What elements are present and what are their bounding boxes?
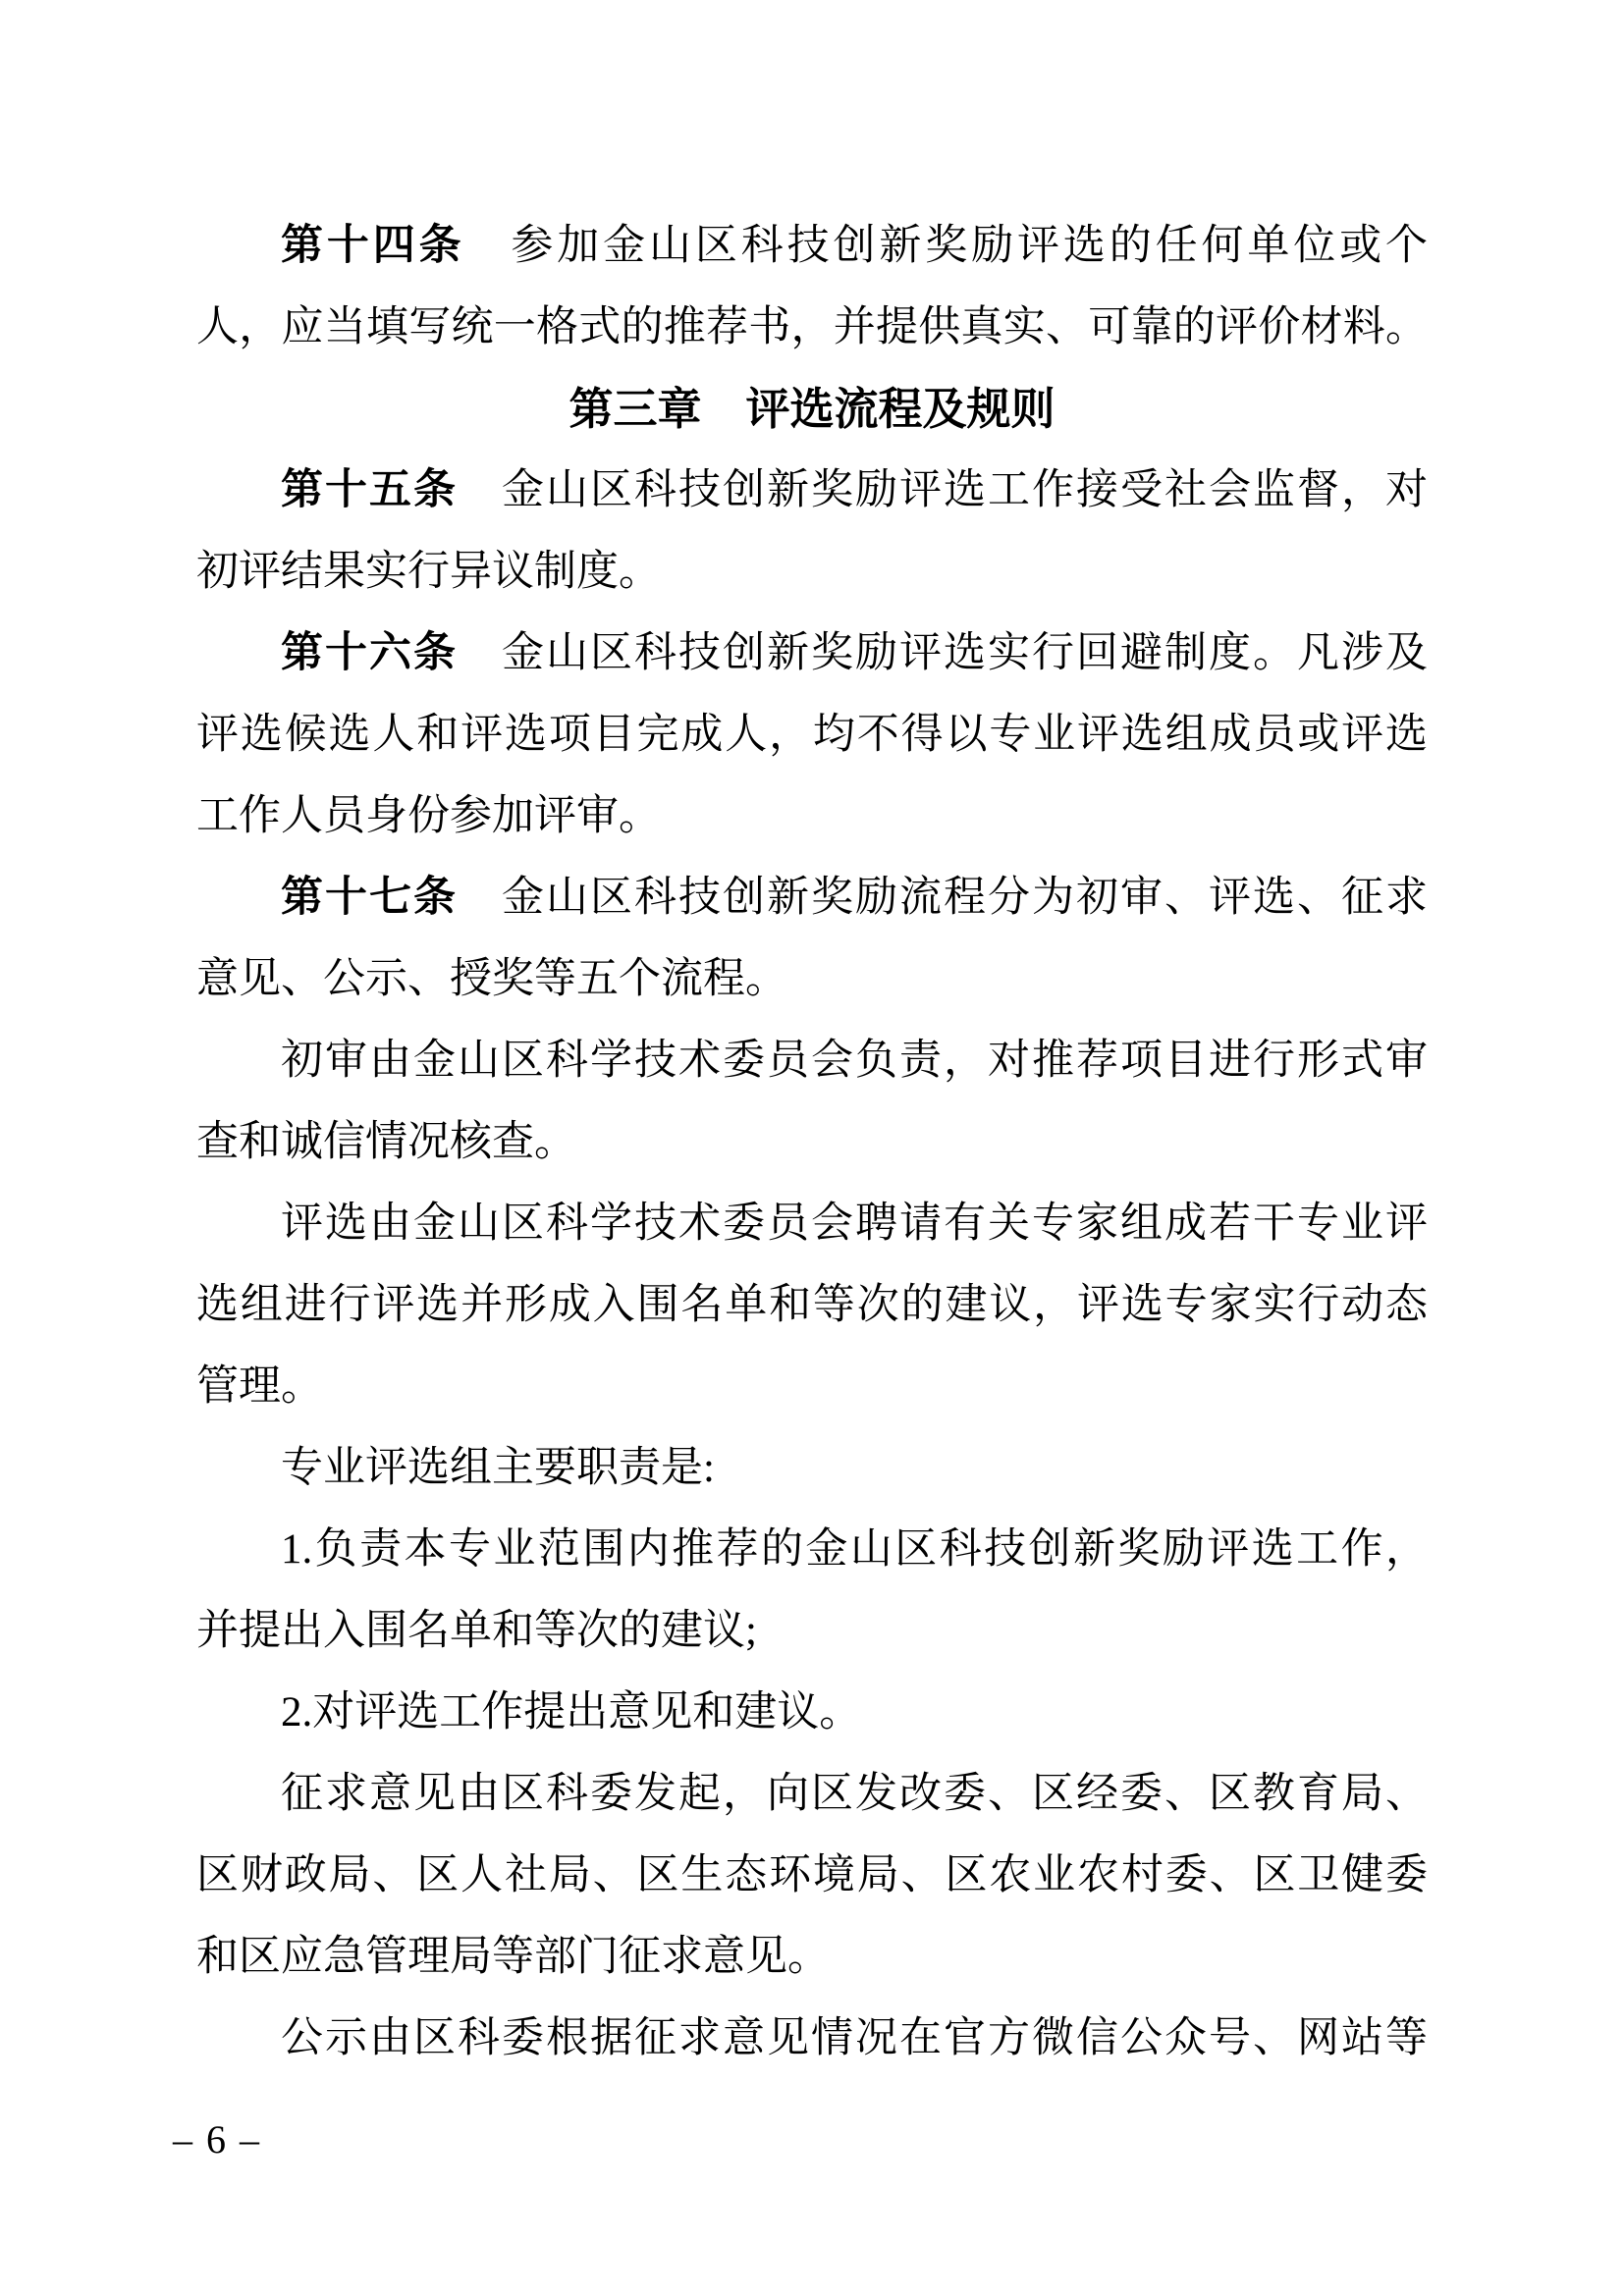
article-number-label: 第十五条 bbox=[281, 466, 458, 513]
text-line: 2.对评选工作提出意见和建议。 bbox=[281, 1689, 862, 1735]
text-line: 公示由区科委根据征求意见情况在官方微信公众号、网站等 bbox=[281, 2015, 1428, 2061]
text-line: 初审由金山区科学技术委员会负责，对推荐项目进行形式审 bbox=[281, 1038, 1428, 1084]
text-line: 人，应当填写统一格式的推荐书，并提供真实、可靠的评价材料。 bbox=[196, 304, 1428, 350]
chapter-heading: 第三章 评选流程及规则 bbox=[568, 384, 1056, 434]
text-line: 初评结果实行异议制度。 bbox=[196, 549, 661, 595]
article-number-label: 第十四条 bbox=[281, 222, 465, 269]
article-first-line: 第十四条 参加金山区科技创新奖励评选的任何单位或个 bbox=[281, 222, 1428, 269]
text-line: 和区应急管理局等部门征求意见。 bbox=[196, 1934, 830, 1980]
text-line: 1.负责本专业范围内推荐的金山区科技创新奖励评选工作， bbox=[281, 1526, 1428, 1573]
text-line: 评选候选人和评选项目完成人，均不得以专业评选组成员或评选 bbox=[196, 712, 1428, 758]
text-line: 专业评选组主要职责是: bbox=[281, 1445, 715, 1491]
article-number-label: 第十七条 bbox=[281, 874, 458, 921]
document-body bbox=[196, 205, 1428, 2079]
text-line: 管理。 bbox=[196, 1363, 323, 1410]
article-first-line: 第十五条 金山区科技创新奖励评选工作接受社会监督，对 bbox=[281, 466, 1428, 513]
text-line: 选组进行评选并形成入围名单和等次的建议，评选专家实行动态 bbox=[196, 1282, 1428, 1328]
page-number: – 6 – bbox=[173, 2117, 261, 2162]
text-line: 并提出入围名单和等次的建议; bbox=[196, 1608, 757, 1654]
text-line: 意见、公示、授奖等五个流程。 bbox=[196, 956, 787, 1002]
text-line: 工作人员身份参加评审。 bbox=[196, 793, 661, 839]
text-line: 评选由金山区科学技术委员会聘请有关专家组成若干专业评 bbox=[281, 1201, 1428, 1247]
article-first-line: 第十七条 金山区科技创新奖励流程分为初审、评选、征求 bbox=[281, 874, 1428, 921]
text-line: 查和诚信情况核查。 bbox=[196, 1119, 576, 1165]
article-first-line: 第十六条 金山区科技创新奖励评选实行回避制度。凡涉及 bbox=[281, 629, 1428, 676]
text-line: 区财政局、区人社局、区生态环境局、区农业农村委、区卫健委 bbox=[196, 1852, 1428, 1898]
article-number-label: 第十六条 bbox=[281, 629, 458, 676]
text-line: 征求意见由区科委发起，向区发改委、区经委、区教育局、 bbox=[281, 1771, 1428, 1817]
